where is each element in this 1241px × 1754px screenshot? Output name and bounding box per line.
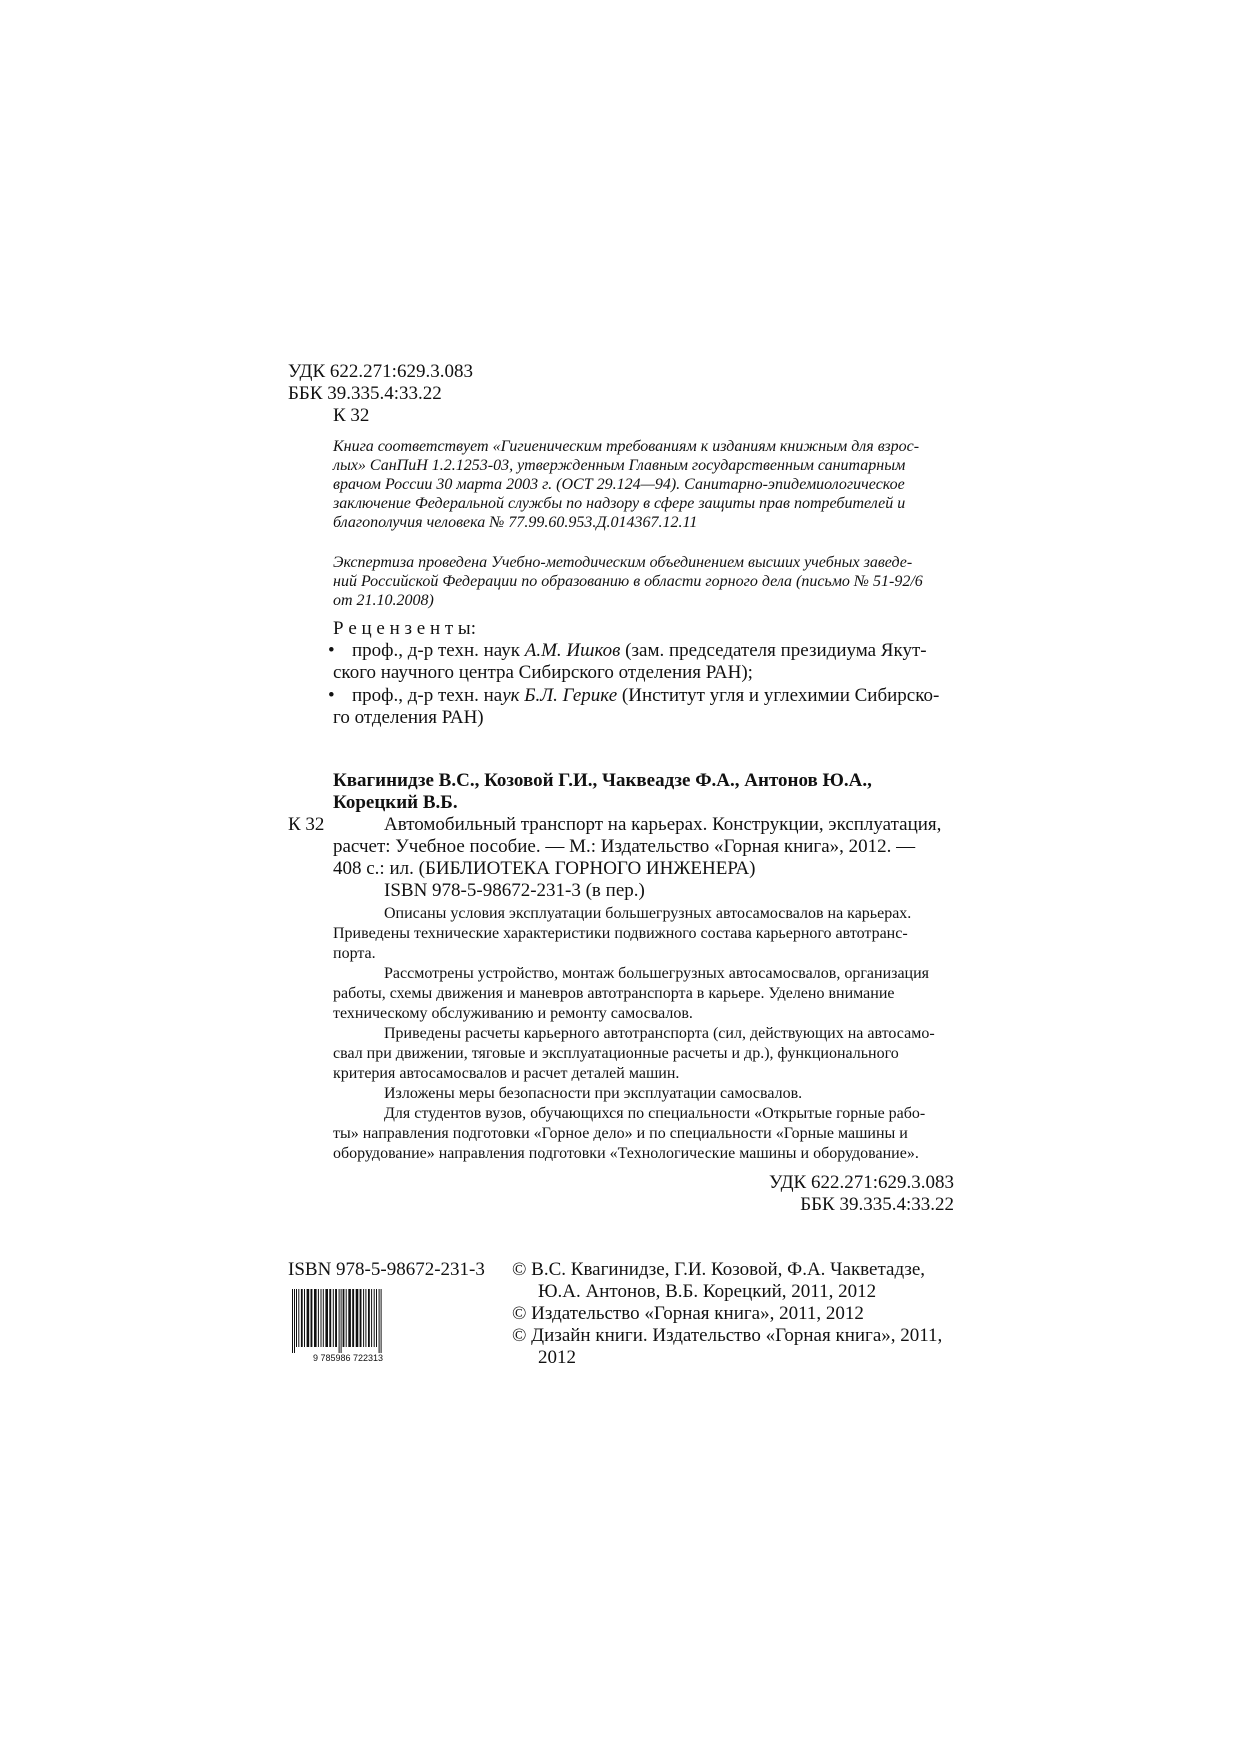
- abstract-line: свал при движении, тяговые и эксплуатационные расчеты и др.), функционального: [333, 1045, 899, 1062]
- record-index: К 32: [288, 814, 325, 835]
- bullet-icon: •: [328, 685, 335, 706]
- record-authors-line1: Квагинидзе В.С., Козовой Г.И., Чаквеадзе Ф.А., Антонов Ю.А.,: [333, 770, 872, 791]
- barcode-bar: [333, 1289, 334, 1347]
- barcode-bar: [352, 1289, 354, 1347]
- record-footer-bbk: ББК 39.335.4:33.22: [800, 1194, 954, 1215]
- barcode-bar: [292, 1289, 293, 1353]
- abstract-line: Приведены расчеты карьерного автотранспорта (сил, действующих на автосамо-: [384, 1025, 935, 1042]
- record-footer-udk: УДК 622.271:629.3.083: [769, 1172, 954, 1193]
- reviewer-1-suffix: (зам. председателя президиума Якут-: [620, 640, 927, 661]
- barcode-bar: [368, 1289, 370, 1347]
- record-title-line3: 408 с.: ил. (БИБЛИОТЕКА ГОРНОГО ИНЖЕНЕРА): [333, 858, 756, 879]
- hygiene-note-line: Книга соответствует «Гигиеническим требованиям к изданиям книжным для взрос-: [333, 438, 920, 455]
- abstract-line: Для студентов вузов, обучающихся по специальности «Открытые горные рабо-: [384, 1105, 926, 1122]
- record-authors-line2: Корецкий В.Б.: [333, 792, 458, 813]
- barcode-bars: [292, 1289, 382, 1353]
- reviewer-2-prefix: проф., д-р техн. на: [352, 685, 503, 706]
- abstract-line: Описаны условия эксплуатации большегрузных автосамосвалов на карьерах.: [384, 905, 912, 922]
- record-title-line1: Автомобильный транспорт на карьерах. Конструкции, эксплуатация,: [384, 814, 942, 835]
- hygiene-note-line: заключение Федеральной службы по надзору в сфере защиты прав потребителей и: [333, 495, 906, 512]
- abstract-line: работы, схемы движения и маневров автотранспорта в карьере. Уделено внимание: [333, 985, 895, 1002]
- barcode-bar: [296, 1289, 297, 1347]
- reviewers-heading: Р е ц е н з е н т ы:: [333, 618, 476, 639]
- barcode-bar: [323, 1289, 324, 1347]
- expertise-note-line: от 21.10.2008): [333, 592, 434, 609]
- barcode-bar: [374, 1289, 375, 1347]
- copyright-line: © Издательство «Горная книга», 2011, 2012: [512, 1303, 864, 1324]
- barcode-bar: [365, 1289, 366, 1347]
- hygiene-note-line: лых» СанПиН 1.2.1253-03, утвержденным Главным государственным санитарным: [333, 457, 906, 474]
- barcode-bar: [356, 1289, 359, 1347]
- barcode-bar: [339, 1289, 340, 1353]
- record-title-line2: расчет: Учебное пособие. — М.: Издательство «Горная книга», 2012. —: [333, 836, 916, 857]
- copyright-line: © Дизайн книги. Издательство «Горная книга», 2011,: [512, 1325, 943, 1346]
- barcode-bar: [294, 1289, 295, 1353]
- barcode-bar: [346, 1289, 347, 1347]
- barcode-bar: [371, 1289, 372, 1347]
- barcode-bar: [363, 1289, 364, 1347]
- reviewer-2-name: ук Б.Л. Герике: [502, 685, 618, 706]
- bullet-icon: •: [328, 640, 335, 661]
- barcode-bar: [311, 1289, 313, 1347]
- barcode-bar: [325, 1289, 328, 1347]
- barcode-bar: [376, 1289, 377, 1347]
- barcode-bar: [301, 1289, 303, 1347]
- copyright-line: © В.С. Квагинидзе, Г.И. Козовой, Ф.А. Чакветадзе,: [512, 1259, 926, 1280]
- record-isbn: ISBN 978-5-98672-231-3 (в пер.): [384, 880, 645, 901]
- barcode-bar: [335, 1289, 337, 1347]
- reviewer-1-line1: [352, 640, 927, 662]
- expertise-note-line: Экспертиза проведена Учебно-методическим объединением высших учебных заведе-: [333, 554, 913, 571]
- bbk-header: ББК 39.335.4:33.22: [288, 383, 442, 404]
- abstract-line: Изложены меры безопасности при эксплуатации самосвалов.: [384, 1085, 803, 1102]
- reviewer-2-suffix: (Институт угля и углехимии Сибирско-: [617, 685, 940, 706]
- barcode-bar: [329, 1289, 331, 1347]
- barcode-bar: [341, 1289, 342, 1353]
- barcode-image: [288, 1287, 408, 1363]
- barcode-bar: [360, 1289, 362, 1347]
- reviewer-2-line1: [352, 685, 939, 707]
- barcode-bar: [298, 1289, 299, 1347]
- barcode-bar: [381, 1289, 382, 1353]
- barcode-bar: [379, 1289, 380, 1353]
- barcode-digits: 9 785986 722313: [312, 1353, 384, 1363]
- barcode-bar: [307, 1289, 310, 1347]
- abstract-line: порта.: [333, 945, 376, 962]
- copyright-line: Ю.А. Антонов, В.Б. Корецкий, 2011, 2012: [538, 1281, 877, 1302]
- reviewer-1-line2: ского научного центра Сибирского отделения РАН);: [333, 662, 753, 683]
- barcode-bar: [304, 1289, 305, 1347]
- abstract-line: ты» направления подготовки «Горное дело» и по специальности «Горные машины и: [333, 1125, 908, 1142]
- reviewer-1-name: А.М. Ишков: [524, 640, 621, 661]
- abstract-line: Приведены технические характеристики подвижного состава карьерного автотранс-: [333, 925, 908, 942]
- reviewer-1-prefix: проф., д-р техн. наук: [352, 640, 525, 661]
- index-header: К 32: [333, 405, 370, 426]
- hygiene-note-line: врачом России 30 марта 2003 г. (ОСТ 29.124—94). Санитарно-эпидемиологическое: [333, 476, 905, 493]
- copyright-line: 2012: [538, 1347, 576, 1368]
- abstract-line: техническому обслуживанию и ремонту самосвалов.: [333, 1005, 693, 1022]
- barcode-bar: [321, 1289, 322, 1347]
- udk-header: УДК 622.271:629.3.083: [288, 361, 473, 382]
- barcode-bar: [343, 1289, 345, 1347]
- expertise-note-line: ний Российской Федерации по образованию в области горного дела (письмо № 51-92/6: [333, 573, 923, 590]
- reviewer-2-line2: го отделения РАН): [333, 707, 484, 728]
- hygiene-note-line: благополучия человека № 77.99.60.953.Д.014367.12.11: [333, 514, 698, 531]
- abstract-line: Рассмотрены устройство, монтаж большегрузных автосамосвалов, организация: [384, 965, 930, 982]
- isbn-label: ISBN 978-5-98672-231-3: [288, 1259, 485, 1280]
- barcode-bar: [314, 1289, 317, 1347]
- barcode-bar: [348, 1289, 351, 1347]
- abstract-line: критерия автосамосвалов и расчет деталей машин.: [333, 1065, 680, 1082]
- barcode-bar: [318, 1289, 319, 1347]
- abstract-line: оборудование» направления подготовки «Технологические машины и оборудование».: [333, 1145, 919, 1162]
